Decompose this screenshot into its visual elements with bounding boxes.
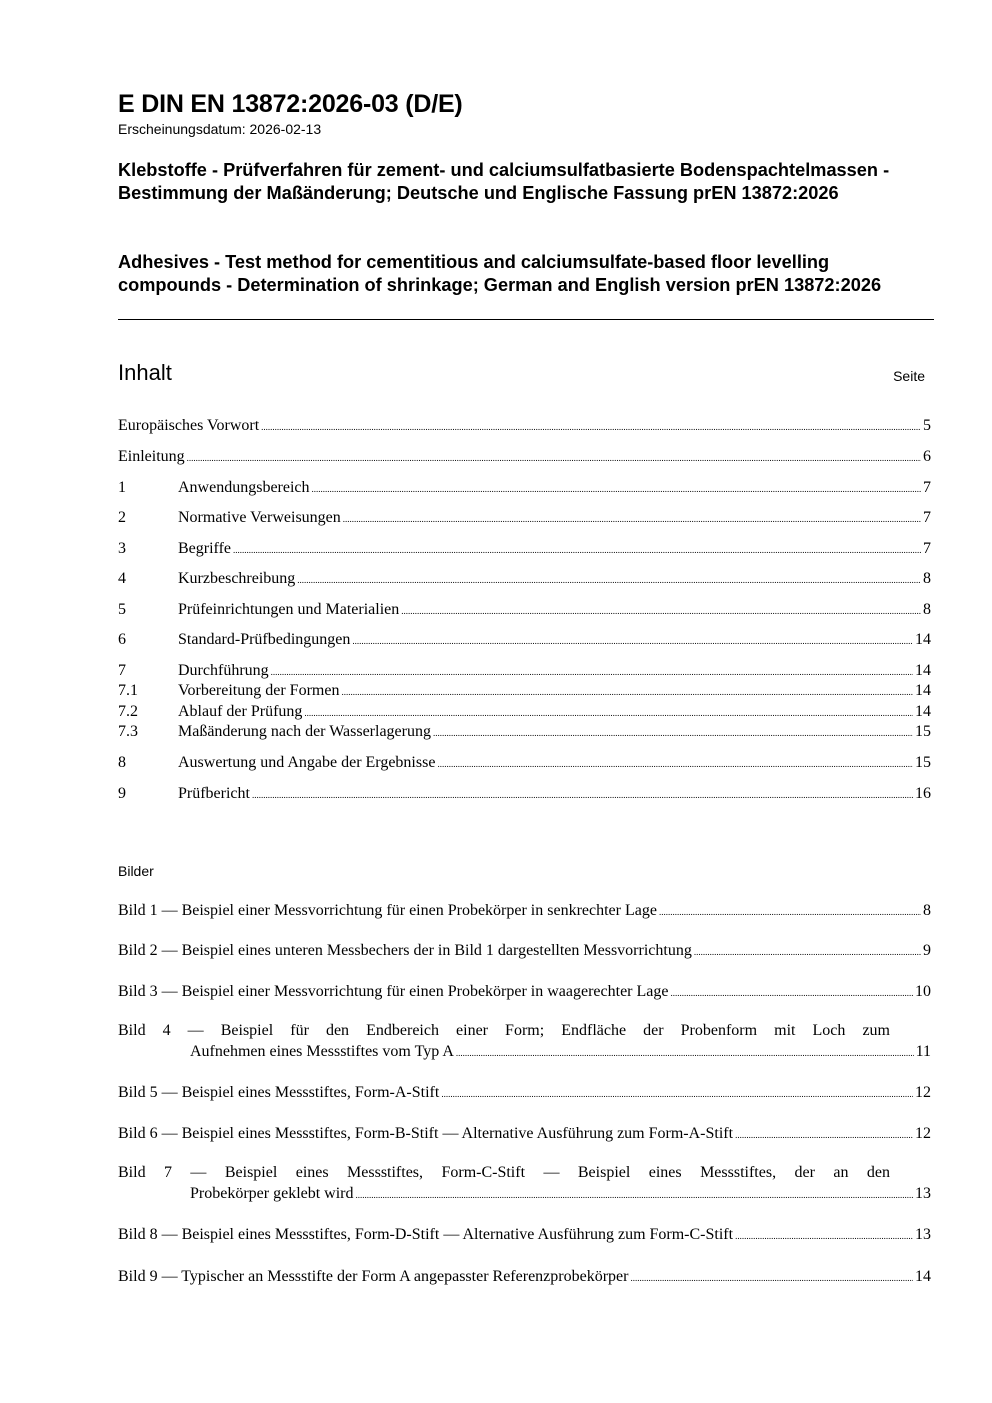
dot-leader xyxy=(312,478,921,499)
toc-entry-title: Ablauf der Prüfung xyxy=(178,703,303,720)
figure-entry-title: Bild 6 — Beispiel eines Messstiftes, Form-B-Stift — Alternative Ausführung zum Form-A-Stift xyxy=(118,1125,734,1142)
toc-entry[interactable] xyxy=(118,447,931,468)
toc-entry-title: Standard-Prüfbedingungen xyxy=(178,631,351,648)
toc-entry-page: 8 xyxy=(923,601,931,618)
toc-entry-number: 3 xyxy=(118,540,126,557)
toc-entry[interactable] xyxy=(118,702,931,723)
figure-entry-page: 11 xyxy=(915,1043,931,1060)
figure-entry-page: 9 xyxy=(923,942,931,959)
figure-entry-page: 8 xyxy=(923,902,931,919)
figure-entry-page: 10 xyxy=(915,983,931,1000)
title-divider xyxy=(118,319,934,320)
toc-entry-page: 7 xyxy=(923,540,931,557)
figure-entry-page: 13 xyxy=(915,1185,931,1202)
toc-entry-page: 14 xyxy=(915,662,931,679)
toc-entry-page: 15 xyxy=(915,723,931,740)
toc-entry[interactable] xyxy=(118,600,931,621)
figure-entry-page: 14 xyxy=(915,1268,931,1285)
figure-entry-page: 12 xyxy=(915,1084,931,1101)
figure-entry[interactable] xyxy=(118,900,931,923)
figure-entry-title: Bild 2 — Beispiel eines unteren Messbechers der in Bild 1 dargestellten Messvorrichtung xyxy=(118,942,692,959)
toc-entry-number: 8 xyxy=(118,754,126,771)
toc-entry-page: 7 xyxy=(923,509,931,526)
toc-entry-number: 7.1 xyxy=(118,682,138,699)
toc-entry-page: 14 xyxy=(915,703,931,720)
toc-entry-number: 6 xyxy=(118,631,126,648)
dot-leader xyxy=(670,981,913,1004)
figure-entry[interactable] xyxy=(118,1162,931,1206)
toc-entry-number: 5 xyxy=(118,601,126,618)
toc-entry-number: 9 xyxy=(118,785,126,802)
toc-entry-page: 16 xyxy=(915,785,931,802)
dot-leader xyxy=(252,784,913,805)
toc-entry-page: 6 xyxy=(923,448,931,465)
figure-entry-title-continued: Aufnehmen eines Messstiftes vom Typ A xyxy=(190,1043,454,1060)
toc-entry-title: Begriffe xyxy=(178,540,232,557)
figure-entry-title: Bild 9 — Typischer an Messstifte der Form A angepasster Referenzprobekörper xyxy=(118,1268,629,1285)
toc-entry-title: Anwendungsbereich xyxy=(178,479,310,496)
toc-entry-page: 8 xyxy=(923,570,931,587)
dot-leader xyxy=(261,416,921,437)
toc-entry[interactable] xyxy=(118,508,931,529)
figure-entry[interactable] xyxy=(118,1123,931,1146)
document-number: E DIN EN 13872:2026-03 (D/E) xyxy=(118,90,463,118)
toc-entry-title: Kurzbeschreibung xyxy=(178,570,296,587)
figure-entry[interactable] xyxy=(118,1224,931,1247)
figure-entry-title: Bild 3 — Beispiel einer Messvorrichtung für einen Probekörper in waagerechter Lage xyxy=(118,983,669,1000)
toc-entry-number: 4 xyxy=(118,570,126,587)
toc-entry[interactable] xyxy=(118,661,931,682)
toc-entry-title: Auswertung und Angabe der Ergebnisse xyxy=(178,754,436,771)
dot-leader xyxy=(343,508,921,529)
toc-entry-title: Maßänderung nach der Wasserlagerung xyxy=(178,723,431,740)
toc-entry-page: 5 xyxy=(923,417,931,434)
publication-date: Erscheinungsdatum: 2026-02-13 xyxy=(118,121,322,137)
dot-leader xyxy=(659,900,921,923)
toc-entry-title: Prüfbericht xyxy=(178,785,250,802)
toc-entry[interactable] xyxy=(118,416,931,437)
dot-leader xyxy=(437,753,913,774)
dot-leader xyxy=(341,681,913,702)
figure-entry[interactable] xyxy=(118,981,931,1004)
dot-leader xyxy=(297,569,921,590)
figure-entry-title: Bild 5 — Beispiel eines Messstiftes, Form-A-Stift xyxy=(118,1084,440,1101)
toc-entry-page: 14 xyxy=(915,631,931,648)
figure-entry-title: Bild 1 — Beispiel einer Messvorrichtung für einen Probekörper in senkrechter Lage xyxy=(118,902,657,919)
title-english: Adhesives - Test method for cementitious and calciumsulfate-based floor levelling compounds - Determination of shrinkage; German and English version prEN 13872:2026 xyxy=(118,252,882,296)
dot-leader xyxy=(735,1224,913,1247)
toc-entry[interactable] xyxy=(118,681,931,702)
toc-entry[interactable] xyxy=(118,630,931,651)
toc-entry-number: 1 xyxy=(118,479,126,496)
figure-entry-title-continued: Probekörper geklebt wird xyxy=(190,1185,354,1202)
toc-entry-number: 7.3 xyxy=(118,723,138,740)
figure-entry-title: Bild 7 — Beispiel eines Messstiftes, Form-C-Stift — Beispiel eines Messstiftes, der an den xyxy=(118,1164,890,1181)
toc-entry-title: Vorbereitung der Formen xyxy=(178,682,340,699)
dot-leader xyxy=(694,940,921,963)
dot-leader xyxy=(304,702,913,723)
figure-entry[interactable] xyxy=(118,1020,931,1064)
figure-entry-title: Bild 8 — Beispiel eines Messstiftes, Form-D-Stift — Alternative Ausführung zum Form-C-Stift xyxy=(118,1226,734,1243)
toc-entry-title: Normative Verweisungen xyxy=(178,509,341,526)
dot-leader xyxy=(433,722,913,743)
toc-heading: Inhalt xyxy=(118,360,172,385)
dot-leader xyxy=(441,1082,913,1105)
toc-entry[interactable] xyxy=(118,753,931,774)
toc-entry[interactable] xyxy=(118,539,931,560)
toc-entry[interactable] xyxy=(118,722,931,743)
toc-entry-page: 14 xyxy=(915,682,931,699)
toc-entry-page: 7 xyxy=(923,479,931,496)
dot-leader xyxy=(352,630,913,651)
toc-entry-title: Einleitung xyxy=(118,448,185,465)
toc-entry-number: 7 xyxy=(118,662,126,679)
dot-leader xyxy=(401,600,921,621)
figure-entry[interactable] xyxy=(118,1266,931,1289)
dot-leader xyxy=(630,1266,913,1289)
toc-entry[interactable] xyxy=(118,784,931,805)
dot-leader xyxy=(187,447,921,468)
toc-entry-title: Prüfeinrichtungen und Materialien xyxy=(178,601,400,618)
toc-entry[interactable] xyxy=(118,478,931,499)
dot-leader xyxy=(735,1123,913,1146)
toc-entry-number: 7.2 xyxy=(118,703,138,720)
figure-entry[interactable] xyxy=(118,940,931,963)
title-german: Klebstoffe - Prüfverfahren für zement- und calciumsulfatbasierte Bodenspachtelmassen - Bestimmung der Maßänderung; Deutsche und Englische Fassung prEN 13872:2026 xyxy=(118,160,890,204)
dot-leader xyxy=(356,1183,913,1206)
page-column-label: Seite xyxy=(893,368,925,384)
dot-leader xyxy=(233,539,921,560)
figure-entry[interactable] xyxy=(118,1082,931,1105)
figure-entry-page: 13 xyxy=(915,1226,931,1243)
toc-entry[interactable] xyxy=(118,569,931,590)
toc-entry-number: 2 xyxy=(118,509,126,526)
figure-entry-title: Bild 4 — Beispiel für den Endbereich einer Form; Endfläche der Probenform mit Loch zum xyxy=(118,1022,890,1039)
dot-leader xyxy=(271,661,913,682)
toc-entry-page: 15 xyxy=(915,754,931,771)
figure-entry-page: 12 xyxy=(915,1125,931,1142)
toc-entry-title: Europäisches Vorwort xyxy=(118,417,260,434)
toc-entry-title: Durchführung xyxy=(178,662,269,679)
dot-leader xyxy=(456,1041,914,1064)
figures-heading: Bilder xyxy=(118,863,154,879)
